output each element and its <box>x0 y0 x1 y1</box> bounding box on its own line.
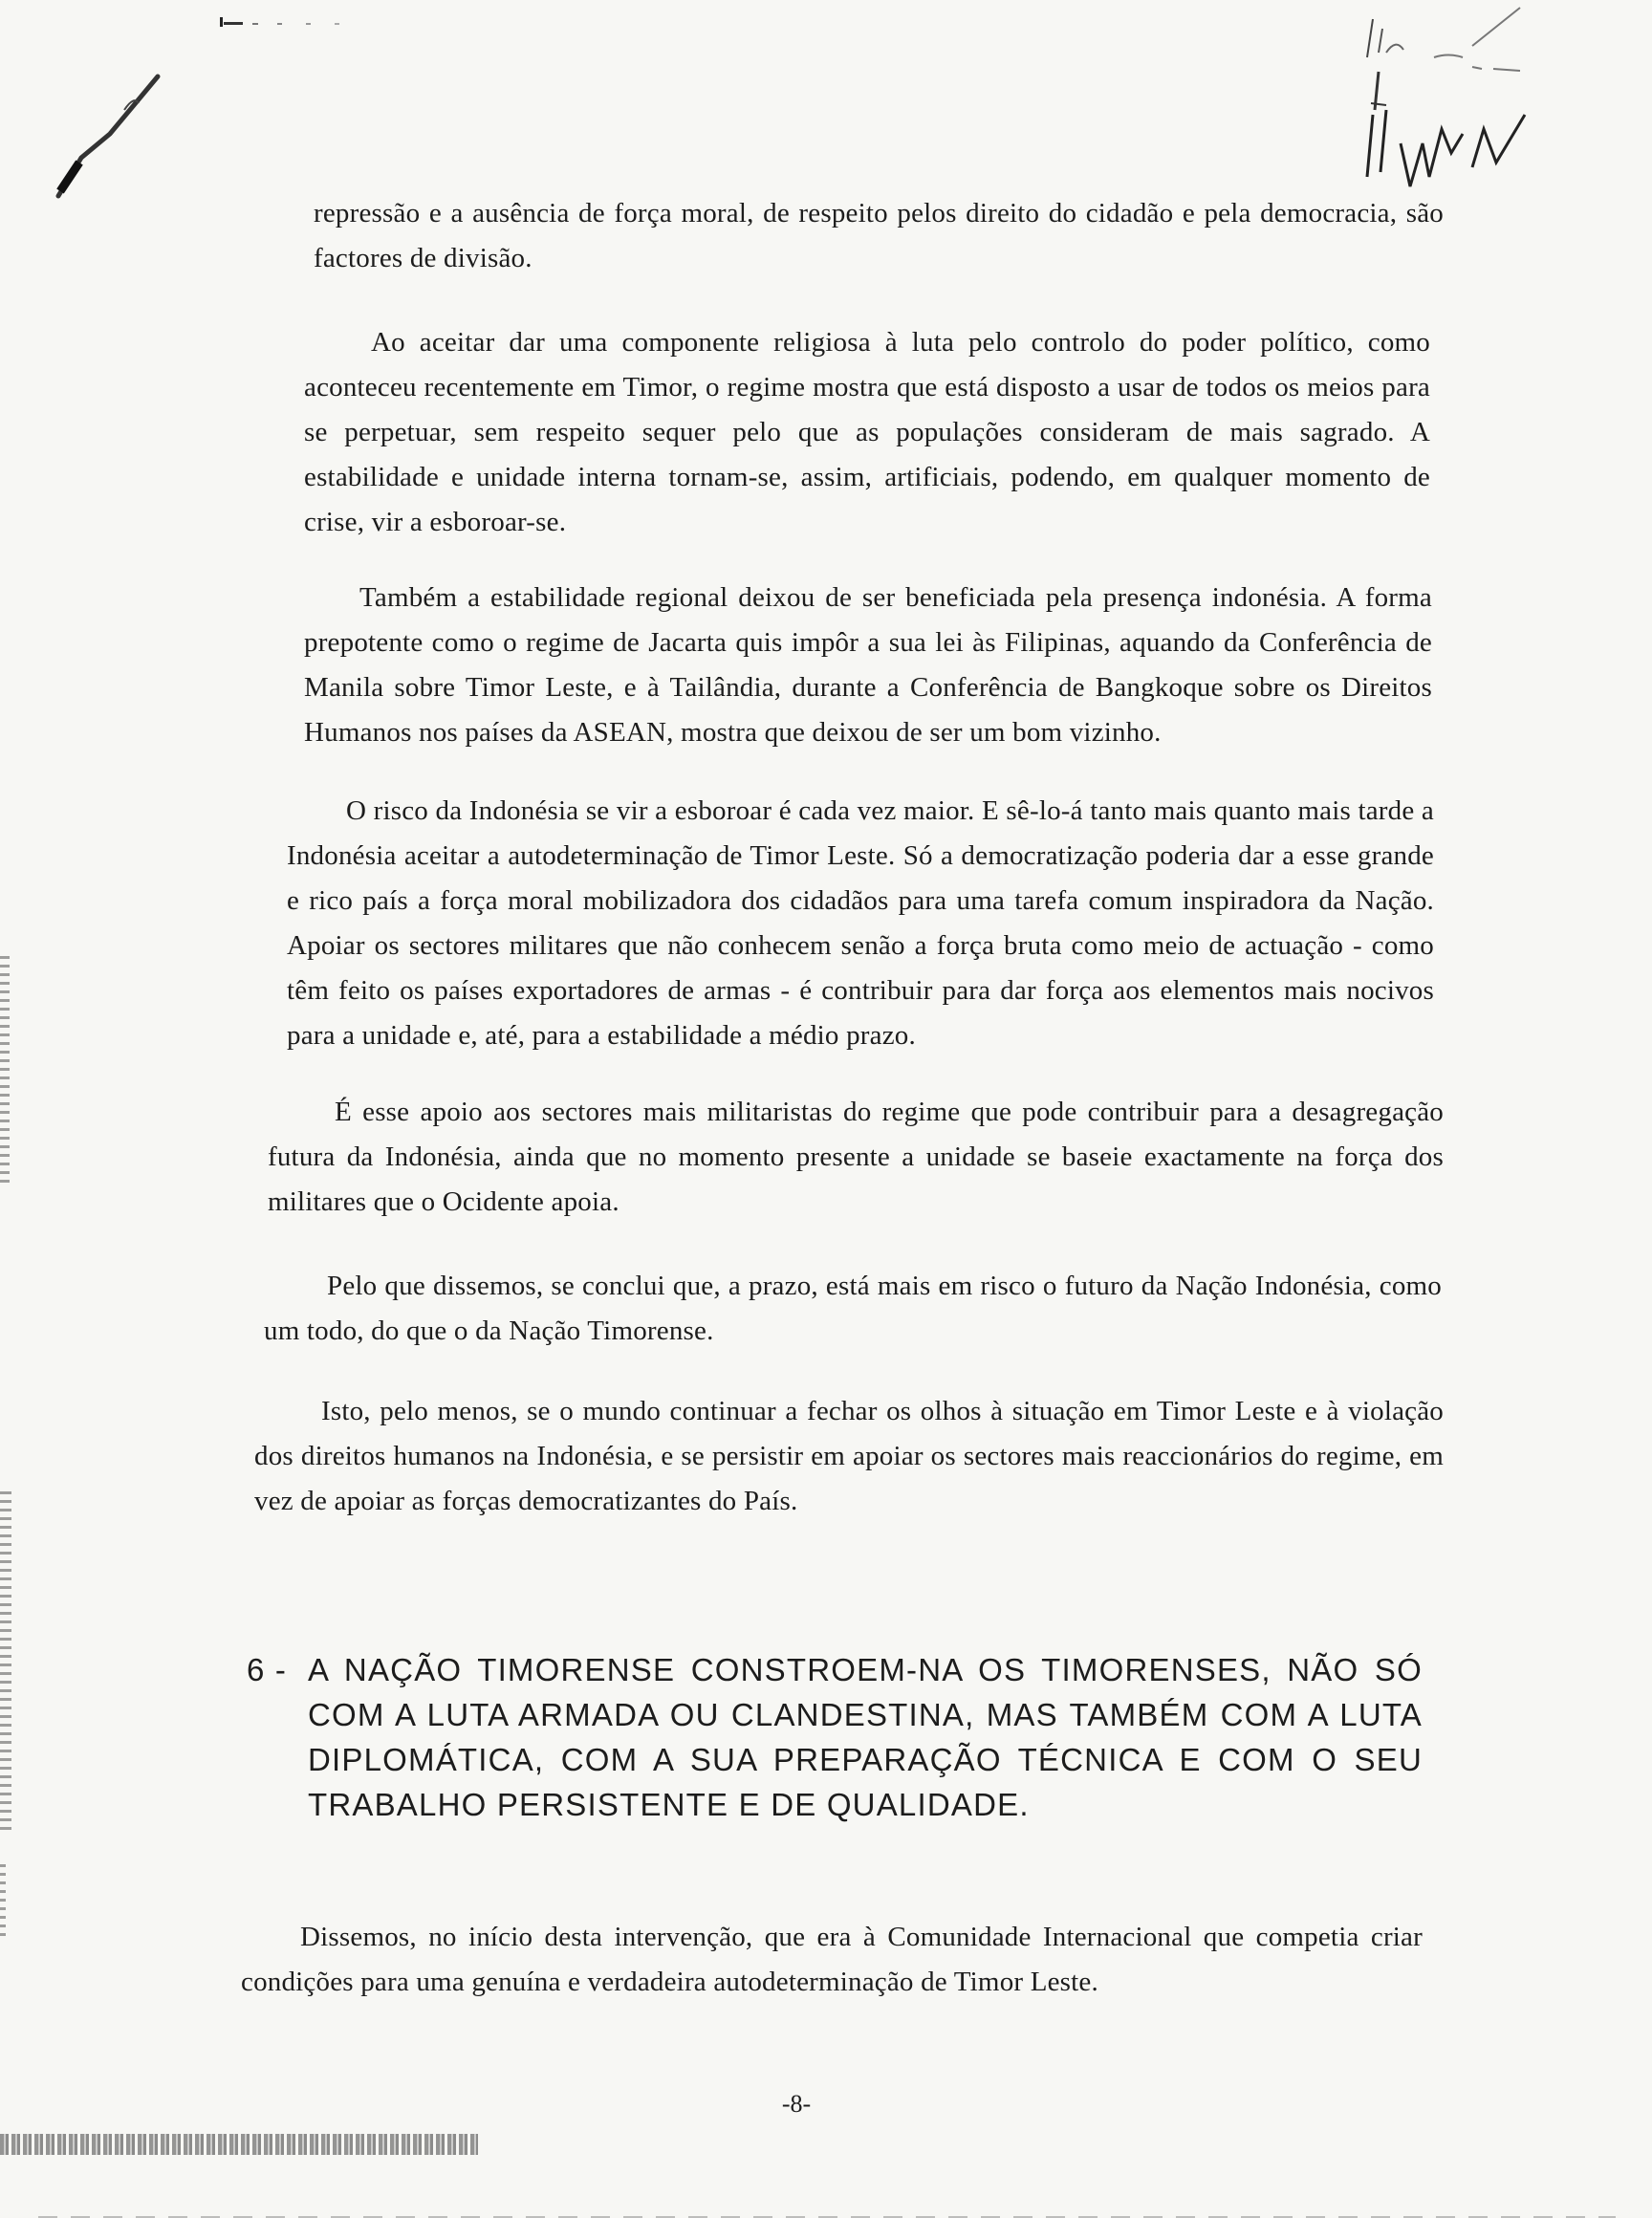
paragraph-3 <box>304 576 1432 755</box>
paragraph-text: Isto, pelo menos, se o mundo continuar a fechar os olhos à situação em Timor Leste e à violação dos direitos humanos na Indonésia, e se persistir em apoiar os sectores mais reaccionários do regime, em vez de apoiar as forças democratizantes do País. <box>254 1396 1444 1516</box>
paragraph-6 <box>264 1264 1442 1354</box>
staple-mark-icon <box>53 67 167 201</box>
scan-noise-artifact <box>0 2134 478 2155</box>
paragraph-text: Ao aceitar dar uma componente religiosa à luta pelo controlo do poder político, como aconteceu recentemente em Timor, o regime mostra que está disposto a usar de todos os meios para se perpetuar, sem respeito sequer pelo que as populações consideram de mais sagrado. A estabilidade e unidade interna tornam-se, assim, artificiais, podendo, em qualquer momento de crise, vir a esboroar-se. <box>304 327 1430 537</box>
paragraph-text: Dissemos, no início desta intervenção, que era à Comunidade Internacional que competia criar condições para uma genuína e verdadeira autodeterminação de Timor Leste. <box>241 1922 1423 1997</box>
paragraph-text: Também a estabilidade regional deixou de ser beneficiada pela presença indonésia. A forma prepotente como o regime de Jacarta quis impôr a sua lei às Filipinas, aquando da Conferência de Manila sobre Timor Leste, e à Tailândia, durante a Conferência de Bangkoque sobre os Direitos Humanos nos países da ASEAN, mostra que deixou de ser um bom vizinho. <box>304 582 1432 748</box>
paragraph-1 <box>314 191 1444 281</box>
paragraph-5 <box>268 1090 1444 1225</box>
paragraph-text: É esse apoio aos sectores mais militaristas do regime que pode contribuir para a desagregação futura da Indonésia, ainda que no momento presente a unidade se baseie exactamente na força dos militares que o Ocidente apoia. <box>268 1097 1444 1217</box>
closing-paragraph <box>241 1915 1423 2005</box>
scan-edge-artifact <box>0 1864 6 1941</box>
section-heading <box>247 1647 1423 1827</box>
scan-edge-artifact <box>0 956 10 1185</box>
paragraph-4 <box>287 789 1434 1058</box>
handwritten-initials-icon <box>1329 0 1568 201</box>
scan-top-mark <box>218 15 361 29</box>
scan-edge-artifact <box>0 1491 11 1836</box>
paragraph-text: Pelo que dissemos, se conclui que, a prazo, está mais em risco o futuro da Nação Indonésia, como um todo, do que o da Nação Timorense. <box>264 1271 1442 1346</box>
paragraph-7 <box>254 1389 1444 1524</box>
paragraph-text: repressão e a ausência de força moral, de respeito pelos direito do cidadão e pela democracia, são factores de divisão. <box>314 198 1444 273</box>
section-title: A NAÇÃO TIMORENSE CONSTROEM-NA OS TIMORENSES, NÃO SÓ COM A LUTA ARMADA OU CLANDESTINA, MAS TAMBÉM COM A LUTA DIPLOMÁTICA, COM A SUA PREPARAÇÃO TÉCNICA E COM O SEU TRABALHO PERSISTENTE E DE QUALIDADE. <box>308 1652 1423 1822</box>
paragraph-2 <box>304 320 1430 545</box>
page-number: -8- <box>781 2090 812 2118</box>
paragraph-text: O risco da Indonésia se vir a esboroar é cada vez maior. E sê-lo-á tanto mais quanto mais tarde a Indonésia aceitar a autodeterminação de Timor Leste. Só a democratização poderia dar a esse grande e rico país a força moral mobilizadora dos cidadãos para uma tarefa comum inspiradora da Nação. Apoiar os sectores militares que não conhecem senão a força bruta como meio de actuação - como têm feito os países exportadores de armas - é contribuir para dar força aos elementos mais nocivos para a unidade e, até, para a estabilidade a médio prazo. <box>287 795 1434 1051</box>
section-number: 6 - <box>247 1652 288 1687</box>
